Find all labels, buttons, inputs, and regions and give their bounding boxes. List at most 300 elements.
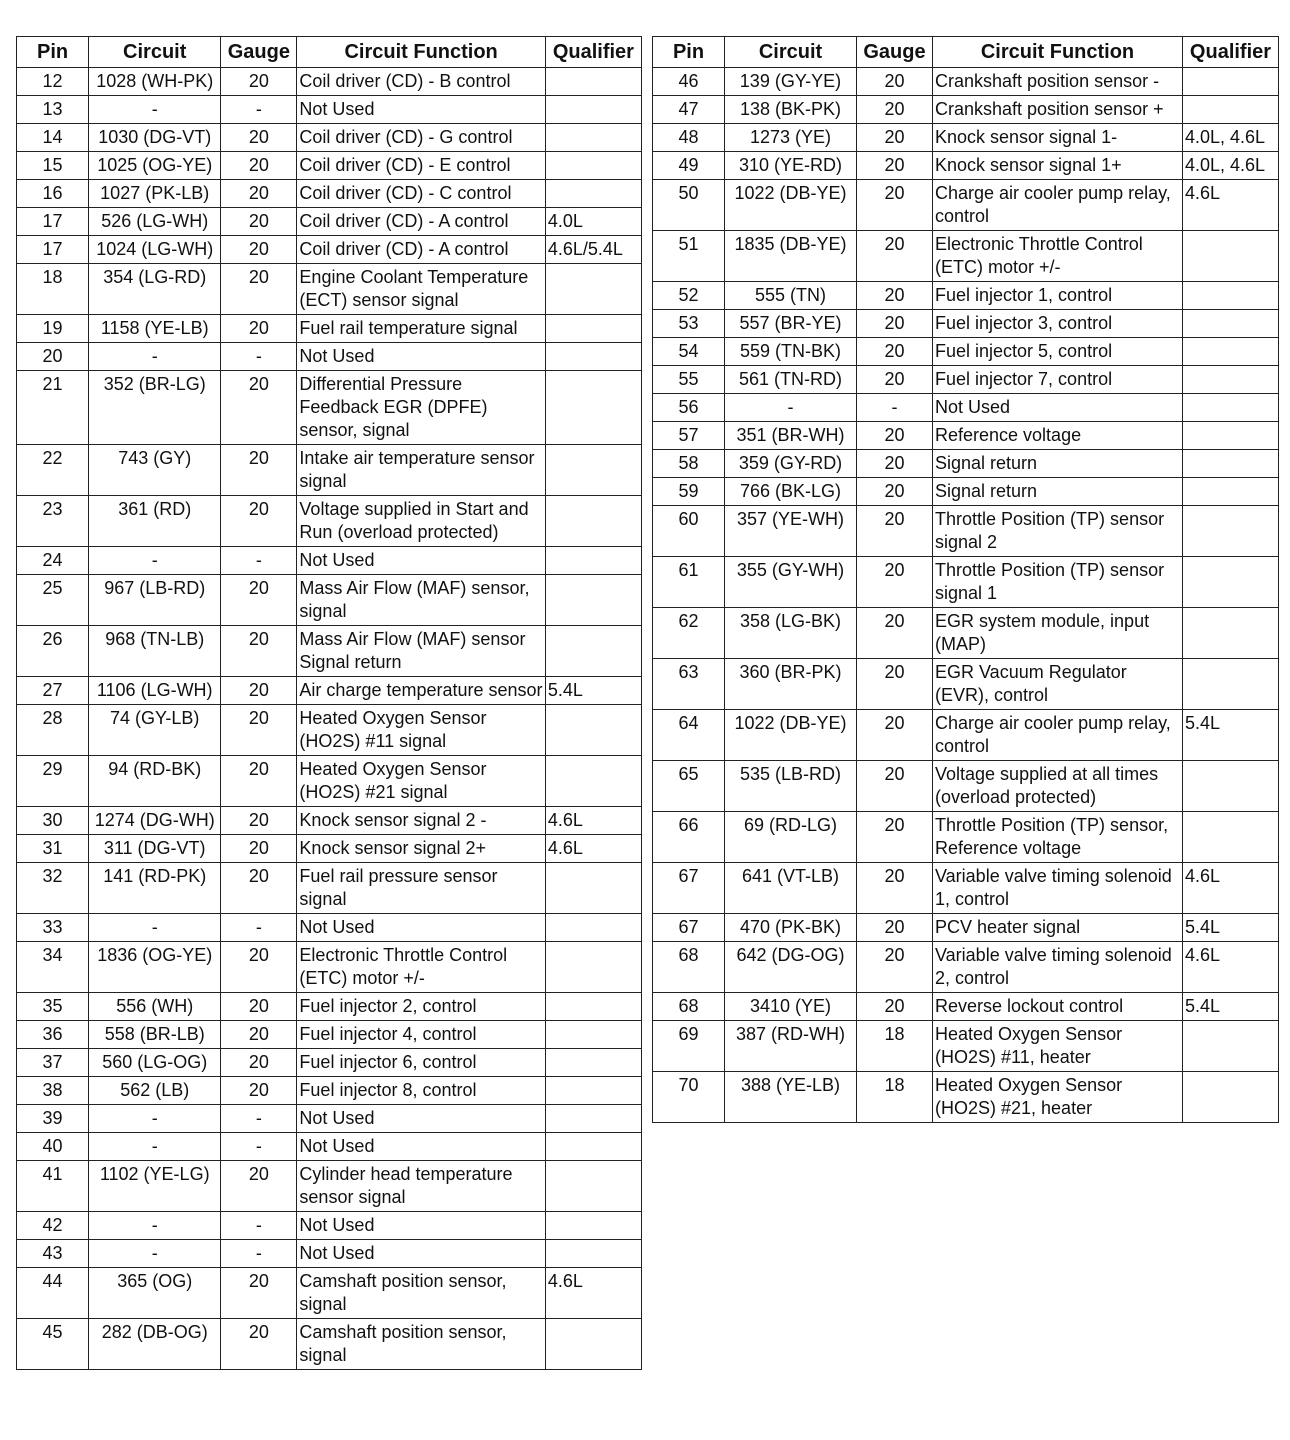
table-row	[653, 659, 1279, 710]
cell-qualifier	[1183, 761, 1279, 812]
table-row	[17, 993, 642, 1021]
cell-pin: 32	[17, 863, 89, 914]
table-row	[17, 1240, 642, 1268]
table-row	[17, 264, 642, 315]
cell-gauge: 20	[221, 180, 297, 208]
cell-gauge: -	[221, 1105, 297, 1133]
cell-gauge: 20	[221, 1161, 297, 1212]
cell-gauge: 20	[221, 1319, 297, 1370]
cell-gauge: 20	[221, 236, 297, 264]
cell-pin: 37	[17, 1049, 89, 1077]
cell-function: Electronic Throttle Control (ETC) motor +/-	[933, 231, 1183, 282]
table-row	[653, 394, 1279, 422]
cell-circuit: 351 (BR-WH)	[725, 422, 857, 450]
cell-qualifier	[1183, 659, 1279, 710]
cell-circuit: 557 (BR-YE)	[725, 310, 857, 338]
table-row	[17, 807, 642, 835]
cell-gauge: 20	[221, 208, 297, 236]
cell-function: Electronic Throttle Control (ETC) motor +/-	[297, 942, 545, 993]
cell-gauge: -	[221, 547, 297, 575]
cell-pin: 66	[653, 812, 725, 863]
table-row	[653, 1072, 1279, 1123]
table-row	[653, 152, 1279, 180]
cell-function: Air charge temperature sensor	[297, 677, 545, 705]
cell-pin: 41	[17, 1161, 89, 1212]
cell-function: Variable valve timing solenoid 1, control	[933, 863, 1183, 914]
cell-function: Throttle Position (TP) sensor signal 2	[933, 506, 1183, 557]
cell-pin: 17	[17, 236, 89, 264]
cell-function: Fuel rail temperature signal	[297, 315, 545, 343]
cell-circuit: 354 (LG-RD)	[89, 264, 221, 315]
table-row	[17, 626, 642, 677]
cell-qualifier	[545, 343, 641, 371]
cell-function: Fuel injector 1, control	[933, 282, 1183, 310]
cell-circuit: 359 (GY-RD)	[725, 450, 857, 478]
cell-function: Heated Oxygen Sensor (HO2S) #11 signal	[297, 705, 545, 756]
cell-qualifier	[1183, 422, 1279, 450]
cell-gauge: 20	[857, 942, 933, 993]
cell-qualifier: 4.6L	[1183, 942, 1279, 993]
cell-circuit: 1027 (PK-LB)	[89, 180, 221, 208]
table-row	[17, 547, 642, 575]
cell-circuit: -	[89, 96, 221, 124]
cell-gauge: 20	[221, 705, 297, 756]
cell-gauge: 20	[857, 450, 933, 478]
cell-function: Crankshaft position sensor +	[933, 96, 1183, 124]
cell-function: Voltage supplied at all times (overload protected)	[933, 761, 1183, 812]
header-qualifier: Qualifier	[545, 37, 641, 68]
table-row	[17, 236, 642, 264]
cell-function: Crankshaft position sensor -	[933, 68, 1183, 96]
header-circuit-function: Circuit Function	[297, 37, 545, 68]
table-row	[653, 863, 1279, 914]
cell-gauge: 20	[221, 677, 297, 705]
cell-function: Coil driver (CD) - B control	[297, 68, 545, 96]
table-row	[17, 124, 642, 152]
cell-circuit: 967 (LB-RD)	[89, 575, 221, 626]
cell-gauge: 20	[221, 863, 297, 914]
cell-function: Coil driver (CD) - E control	[297, 152, 545, 180]
cell-circuit: 1106 (LG-WH)	[89, 677, 221, 705]
cell-function: Signal return	[933, 478, 1183, 506]
cell-gauge: 20	[857, 180, 933, 231]
cell-qualifier	[1183, 1021, 1279, 1072]
cell-qualifier: 4.6L	[545, 835, 641, 863]
cell-circuit: 358 (LG-BK)	[725, 608, 857, 659]
cell-function: Knock sensor signal 1-	[933, 124, 1183, 152]
cell-function: Mass Air Flow (MAF) sensor Signal return	[297, 626, 545, 677]
cell-function: Coil driver (CD) - C control	[297, 180, 545, 208]
cell-function: Knock sensor signal 1+	[933, 152, 1183, 180]
table-row	[17, 1049, 642, 1077]
table-row	[17, 942, 642, 993]
cell-qualifier	[545, 1133, 641, 1161]
table-row	[653, 506, 1279, 557]
cell-function: Coil driver (CD) - A control	[297, 236, 545, 264]
cell-qualifier	[545, 942, 641, 993]
cell-circuit: 642 (DG-OG)	[725, 942, 857, 993]
table-row	[17, 575, 642, 626]
cell-function: Mass Air Flow (MAF) sensor, signal	[297, 575, 545, 626]
table-row	[17, 152, 642, 180]
cell-qualifier	[1183, 608, 1279, 659]
table-row	[17, 180, 642, 208]
cell-qualifier	[545, 315, 641, 343]
cell-qualifier	[545, 1105, 641, 1133]
cell-qualifier	[1183, 506, 1279, 557]
header-gauge: Gauge	[221, 37, 297, 68]
cell-circuit: 561 (TN-RD)	[725, 366, 857, 394]
cell-function: Heated Oxygen Sensor (HO2S) #21 signal	[297, 756, 545, 807]
header-row	[653, 37, 1279, 68]
table-row	[17, 445, 642, 496]
table-row	[17, 1133, 642, 1161]
cell-gauge: 20	[221, 264, 297, 315]
cell-qualifier	[1183, 338, 1279, 366]
cell-gauge: 20	[221, 152, 297, 180]
table-row	[653, 422, 1279, 450]
cell-pin: 15	[17, 152, 89, 180]
cell-function: Not Used	[297, 1240, 545, 1268]
cell-pin: 59	[653, 478, 725, 506]
cell-gauge: 20	[857, 422, 933, 450]
cell-function: Differential Pressure Feedback EGR (DPFE) sensor, signal	[297, 371, 545, 445]
cell-circuit: 1028 (WH-PK)	[89, 68, 221, 96]
cell-gauge: 20	[221, 835, 297, 863]
cell-qualifier: 5.4L	[1183, 914, 1279, 942]
cell-pin: 69	[653, 1021, 725, 1072]
cell-pin: 46	[653, 68, 725, 96]
cell-gauge: 20	[857, 96, 933, 124]
cell-qualifier: 4.6L	[1183, 180, 1279, 231]
table-row	[653, 180, 1279, 231]
cell-gauge: 20	[857, 557, 933, 608]
cell-pin: 17	[17, 208, 89, 236]
cell-circuit: 766 (BK-LG)	[725, 478, 857, 506]
cell-pin: 30	[17, 807, 89, 835]
cell-function: Not Used	[297, 1212, 545, 1240]
cell-pin: 67	[653, 914, 725, 942]
table-row	[653, 96, 1279, 124]
cell-gauge: 20	[221, 371, 297, 445]
cell-qualifier: 5.4L	[545, 677, 641, 705]
cell-qualifier	[545, 575, 641, 626]
cell-function: Knock sensor signal 2 -	[297, 807, 545, 835]
cell-pin: 58	[653, 450, 725, 478]
cell-circuit: 556 (WH)	[89, 993, 221, 1021]
table-row	[653, 478, 1279, 506]
cell-function: EGR Vacuum Regulator (EVR), control	[933, 659, 1183, 710]
cell-gauge: 20	[221, 575, 297, 626]
cell-pin: 42	[17, 1212, 89, 1240]
cell-pin: 27	[17, 677, 89, 705]
cell-qualifier	[545, 496, 641, 547]
table-row	[653, 231, 1279, 282]
cell-qualifier	[545, 1319, 641, 1370]
cell-circuit: 1158 (YE-LB)	[89, 315, 221, 343]
header-row	[17, 37, 642, 68]
cell-qualifier	[545, 1049, 641, 1077]
cell-circuit: 1030 (DG-VT)	[89, 124, 221, 152]
cell-gauge: 20	[857, 812, 933, 863]
cell-circuit: 360 (BR-PK)	[725, 659, 857, 710]
cell-function: Charge air cooler pump relay, control	[933, 180, 1183, 231]
cell-circuit: 1025 (OG-YE)	[89, 152, 221, 180]
cell-circuit: 69 (RD-LG)	[725, 812, 857, 863]
cell-pin: 53	[653, 310, 725, 338]
cell-function: Throttle Position (TP) sensor signal 1	[933, 557, 1183, 608]
cell-qualifier	[1183, 68, 1279, 96]
cell-function: Reference voltage	[933, 422, 1183, 450]
cell-circuit: 3410 (YE)	[725, 993, 857, 1021]
cell-gauge: 20	[221, 942, 297, 993]
table-row	[653, 761, 1279, 812]
table-row	[17, 1268, 642, 1319]
cell-circuit: 1835 (DB-YE)	[725, 231, 857, 282]
cell-function: Not Used	[297, 1133, 545, 1161]
pinout-table-left	[16, 36, 642, 1370]
table-row	[653, 310, 1279, 338]
table-row	[17, 756, 642, 807]
cell-function: Not Used	[297, 343, 545, 371]
cell-qualifier	[1183, 310, 1279, 338]
cell-qualifier	[545, 96, 641, 124]
cell-circuit: 141 (RD-PK)	[89, 863, 221, 914]
cell-function: Fuel injector 2, control	[297, 993, 545, 1021]
cell-function: Charge air cooler pump relay, control	[933, 710, 1183, 761]
cell-qualifier	[545, 1077, 641, 1105]
cell-qualifier	[1183, 394, 1279, 422]
cell-gauge: -	[221, 914, 297, 942]
cell-circuit: 1836 (OG-YE)	[89, 942, 221, 993]
table-row	[653, 608, 1279, 659]
table-row	[653, 557, 1279, 608]
cell-pin: 38	[17, 1077, 89, 1105]
cell-circuit: 139 (GY-YE)	[725, 68, 857, 96]
cell-circuit: -	[725, 394, 857, 422]
cell-gauge: 20	[857, 231, 933, 282]
cell-pin: 14	[17, 124, 89, 152]
cell-function: Signal return	[933, 450, 1183, 478]
table-row	[17, 1105, 642, 1133]
cell-qualifier	[545, 863, 641, 914]
cell-circuit: -	[89, 1212, 221, 1240]
cell-gauge: 20	[857, 124, 933, 152]
cell-gauge: -	[221, 1133, 297, 1161]
cell-pin: 12	[17, 68, 89, 96]
cell-gauge: 20	[221, 445, 297, 496]
cell-function: Variable valve timing solenoid 2, control	[933, 942, 1183, 993]
cell-circuit: 138 (BK-PK)	[725, 96, 857, 124]
header-circuit: Circuit	[89, 37, 221, 68]
cell-pin: 57	[653, 422, 725, 450]
cell-circuit: 1022 (DB-YE)	[725, 710, 857, 761]
cell-circuit: 743 (GY)	[89, 445, 221, 496]
cell-qualifier	[545, 1021, 641, 1049]
cell-circuit: -	[89, 914, 221, 942]
cell-qualifier	[545, 756, 641, 807]
cell-function: Fuel injector 7, control	[933, 366, 1183, 394]
cell-function: Cylinder head temperature sensor signal	[297, 1161, 545, 1212]
cell-function: Fuel injector 6, control	[297, 1049, 545, 1077]
table-row	[17, 315, 642, 343]
table-row	[653, 338, 1279, 366]
cell-qualifier	[1183, 366, 1279, 394]
cell-qualifier: 5.4L	[1183, 993, 1279, 1021]
cell-qualifier	[545, 547, 641, 575]
cell-qualifier	[545, 1212, 641, 1240]
cell-function: PCV heater signal	[933, 914, 1183, 942]
cell-pin: 16	[17, 180, 89, 208]
cell-circuit: 641 (VT-LB)	[725, 863, 857, 914]
cell-gauge: 20	[221, 1268, 297, 1319]
table-row	[17, 96, 642, 124]
table-row	[653, 812, 1279, 863]
cell-gauge: 20	[221, 626, 297, 677]
cell-gauge: 20	[221, 993, 297, 1021]
cell-gauge: 18	[857, 1021, 933, 1072]
cell-qualifier	[545, 371, 641, 445]
cell-qualifier	[1183, 231, 1279, 282]
table-row	[17, 68, 642, 96]
cell-gauge: 20	[857, 478, 933, 506]
cell-circuit: 558 (BR-LB)	[89, 1021, 221, 1049]
cell-qualifier: 4.0L	[545, 208, 641, 236]
cell-circuit: -	[89, 343, 221, 371]
header-pin: Pin	[17, 37, 89, 68]
cell-qualifier	[545, 626, 641, 677]
cell-pin: 48	[653, 124, 725, 152]
cell-function: Not Used	[933, 394, 1183, 422]
cell-pin: 25	[17, 575, 89, 626]
table-row	[653, 282, 1279, 310]
cell-qualifier	[545, 124, 641, 152]
cell-pin: 52	[653, 282, 725, 310]
cell-gauge: 20	[221, 124, 297, 152]
cell-pin: 19	[17, 315, 89, 343]
cell-pin: 33	[17, 914, 89, 942]
header-gauge: Gauge	[857, 37, 933, 68]
table-row	[17, 371, 642, 445]
cell-pin: 64	[653, 710, 725, 761]
cell-pin: 26	[17, 626, 89, 677]
cell-function: EGR system module, input (MAP)	[933, 608, 1183, 659]
cell-qualifier	[545, 180, 641, 208]
table-row	[653, 366, 1279, 394]
cell-pin: 43	[17, 1240, 89, 1268]
cell-pin: 13	[17, 96, 89, 124]
cell-qualifier	[545, 993, 641, 1021]
cell-pin: 68	[653, 993, 725, 1021]
cell-qualifier: 4.6L	[545, 1268, 641, 1319]
cell-circuit: 968 (TN-LB)	[89, 626, 221, 677]
cell-function: Coil driver (CD) - G control	[297, 124, 545, 152]
table-row	[653, 68, 1279, 96]
table-row	[17, 208, 642, 236]
cell-pin: 44	[17, 1268, 89, 1319]
cell-circuit: 560 (LG-OG)	[89, 1049, 221, 1077]
cell-function: Throttle Position (TP) sensor, Reference voltage	[933, 812, 1183, 863]
cell-function: Fuel rail pressure sensor signal	[297, 863, 545, 914]
cell-qualifier	[545, 1240, 641, 1268]
header-qualifier: Qualifier	[1183, 37, 1279, 68]
header-circuit: Circuit	[725, 37, 857, 68]
cell-qualifier	[545, 264, 641, 315]
cell-qualifier: 4.0L, 4.6L	[1183, 124, 1279, 152]
cell-gauge: -	[221, 1240, 297, 1268]
cell-gauge: 20	[857, 68, 933, 96]
cell-circuit: 1022 (DB-YE)	[725, 180, 857, 231]
cell-function: Camshaft position sensor, signal	[297, 1319, 545, 1370]
cell-circuit: 310 (YE-RD)	[725, 152, 857, 180]
cell-circuit: -	[89, 1133, 221, 1161]
cell-qualifier	[1183, 1072, 1279, 1123]
cell-qualifier: 4.6L/5.4L	[545, 236, 641, 264]
cell-gauge: 20	[857, 366, 933, 394]
cell-function: Not Used	[297, 1105, 545, 1133]
cell-circuit: 555 (TN)	[725, 282, 857, 310]
cell-qualifier: 4.0L, 4.6L	[1183, 152, 1279, 180]
cell-pin: 23	[17, 496, 89, 547]
cell-gauge: -	[221, 1212, 297, 1240]
cell-gauge: -	[221, 96, 297, 124]
table-row	[17, 863, 642, 914]
cell-function: Not Used	[297, 96, 545, 124]
cell-gauge: 20	[857, 506, 933, 557]
cell-pin: 39	[17, 1105, 89, 1133]
cell-function: Fuel injector 4, control	[297, 1021, 545, 1049]
cell-circuit: -	[89, 1240, 221, 1268]
cell-pin: 24	[17, 547, 89, 575]
cell-pin: 54	[653, 338, 725, 366]
cell-gauge: 20	[857, 914, 933, 942]
table-row	[17, 835, 642, 863]
table-row	[17, 677, 642, 705]
cell-pin: 61	[653, 557, 725, 608]
cell-pin: 51	[653, 231, 725, 282]
cell-function: Fuel injector 8, control	[297, 1077, 545, 1105]
cell-circuit: 94 (RD-BK)	[89, 756, 221, 807]
cell-circuit: -	[89, 547, 221, 575]
cell-gauge: 20	[857, 993, 933, 1021]
table-row	[653, 1021, 1279, 1072]
cell-function: Voltage supplied in Start and Run (overload protected)	[297, 496, 545, 547]
cell-gauge: 18	[857, 1072, 933, 1123]
cell-circuit: 74 (GY-LB)	[89, 705, 221, 756]
cell-pin: 36	[17, 1021, 89, 1049]
cell-qualifier	[545, 1161, 641, 1212]
cell-pin: 50	[653, 180, 725, 231]
cell-qualifier: 4.6L	[545, 807, 641, 835]
cell-circuit: 365 (OG)	[89, 1268, 221, 1319]
table-row	[653, 710, 1279, 761]
table-row	[17, 1319, 642, 1370]
cell-pin: 20	[17, 343, 89, 371]
cell-circuit: 1024 (LG-WH)	[89, 236, 221, 264]
cell-function: Not Used	[297, 914, 545, 942]
cell-circuit: 559 (TN-BK)	[725, 338, 857, 366]
cell-pin: 70	[653, 1072, 725, 1123]
cell-gauge: 20	[221, 68, 297, 96]
cell-circuit: 1274 (DG-WH)	[89, 807, 221, 835]
cell-gauge: 20	[857, 761, 933, 812]
cell-function: Intake air temperature sensor signal	[297, 445, 545, 496]
cell-gauge: 20	[857, 659, 933, 710]
cell-function: Coil driver (CD) - A control	[297, 208, 545, 236]
header-pin: Pin	[653, 37, 725, 68]
cell-pin: 67	[653, 863, 725, 914]
table-row	[17, 343, 642, 371]
